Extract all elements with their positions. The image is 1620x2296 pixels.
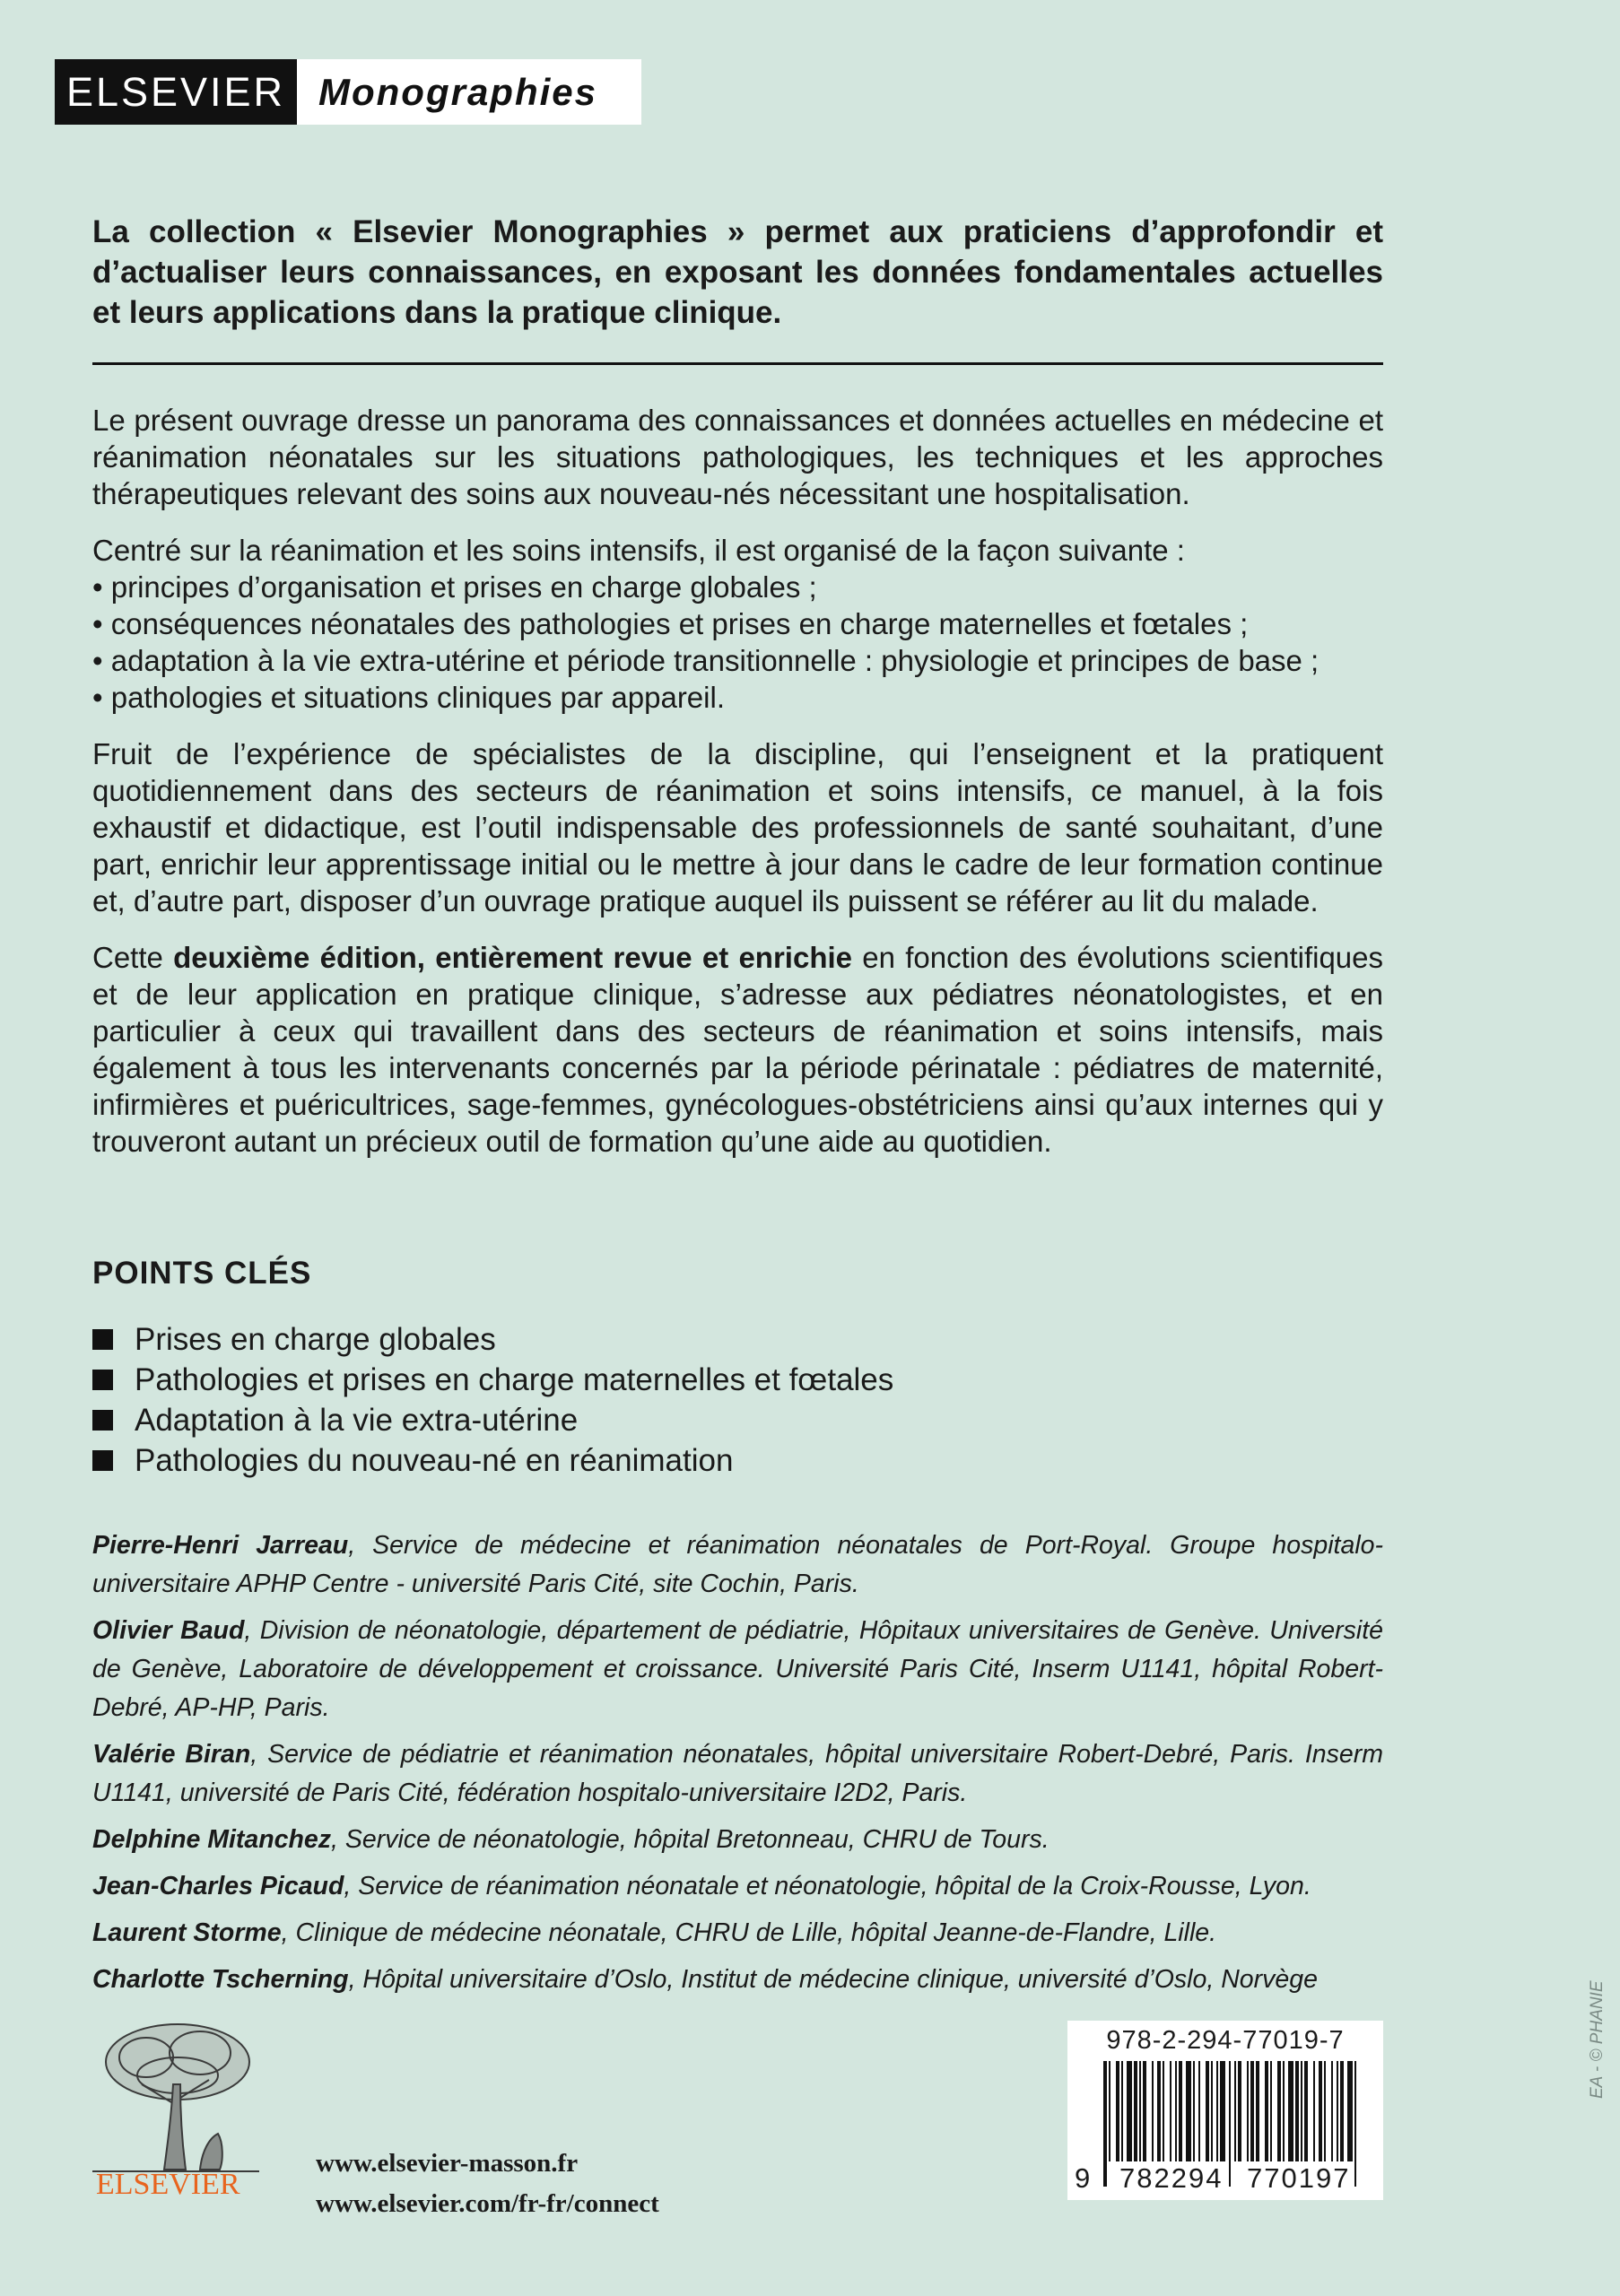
edition-post: en fonction des évolutions scientifiques et de leur application en pratique clinique, s’adresse aux pédiatres néonatologistes, et en particulier à ceux qui travaillent dans des secteurs de réanimation et soins intensifs, mais également à tous les intervenants concernés par la période périnatale : pédiatres de maternité, infirmières et puéricultrices, sage-femmes, gynécologues-obstétriciens ainsi qu’aux internes qui y trouveront autant un précieux outil de formation qu’une aide au quotidien. [92,941,1383,1158]
link-elsevier-connect[interactable]: www.elsevier.com/fr-fr/connect [316,2189,659,2218]
barcode-bar [1193,2061,1195,2161]
square-bullet-icon [92,1450,113,1471]
barcode-bar [1283,2061,1285,2161]
divider [92,362,1383,365]
author-entry [92,1821,1383,1859]
barcode-bar [1109,2061,1110,2161]
barcode-bar [1152,2061,1154,2161]
barcode-bar [1337,2061,1338,2161]
intro-text: La collection « Elsevier Monographies » permet aux praticiens d’approfondir et d’actualiser leurs connaissances, en exposant les données fondamentales actuelles et leurs applications dans la pratique clinique. [92,214,1383,330]
barcode-bar [1116,2061,1119,2161]
publisher-label: ELSEVIER [55,59,297,125]
barcode-bar [1319,2061,1322,2161]
barcode-bar [1163,2061,1164,2161]
barcode-bar [1304,2061,1308,2161]
author-name: Delphine Mitanchez [92,1825,332,1854]
paragraph-edition [92,939,1383,1160]
barcode-bar [1179,2061,1182,2161]
link-elsevier-masson[interactable]: www.elsevier-masson.fr [316,2149,579,2178]
key-point-text: Adaptation à la vie extra-utérine [135,1402,579,1438]
barcode-bar [1157,2061,1161,2161]
author-entry [92,1867,1383,1906]
author-entry [92,1914,1383,1952]
elsevier-wordmark: ELSEVIER [96,2168,240,2201]
barcode-digits-right: 770197 [1247,2162,1351,2194]
square-bullet-icon [92,1410,113,1431]
author-affiliation: , Clinique de médecine néonatale, CHRU de Lille, hôpital Jeanne-de-Flandre, Lille. [281,1918,1217,1947]
author-name: Laurent Storme [92,1918,282,1947]
barcode-bar [1265,2061,1268,2161]
author-name: Olivier Baud [92,1616,245,1645]
structure-list [92,569,1383,716]
photo-credit-text: EA - © PHANIE [1588,1980,1607,2099]
author-entry [92,1526,1383,1604]
barcode-digits-left: 782294 [1119,2162,1224,2194]
list-item: • principes d’organisation et prises en charge globales ; [92,570,817,604]
barcode-bar [1295,2061,1299,2161]
barcode-bar [1127,2061,1132,2161]
barcode-bar [1216,2061,1218,2161]
key-points-list [92,1319,1383,1481]
list-item: • conséquences néonatales des pathologies et prises en charge maternelles et fœtales ; [92,607,1249,640]
author-affiliation: , Hôpital universitaire d’Oslo, Institut de médecine clinique, université d’Oslo, Norvège [348,1965,1318,1994]
paragraph-structure-lead: Centré sur la réanimation et les soins intensifs, il est organisé de la façon suivante : [92,534,1185,567]
authors-list [92,1526,1383,2007]
barcode-bar [1121,2061,1123,2161]
barcode-bar [1143,2061,1146,2161]
publisher-links [316,2144,659,2224]
author-affiliation: , Service de pédiatrie et réanimation néonatales, hôpital universitaire Robert-Debré, Paris. Inserm U1141, université de Paris Cité, fédération hospitalo-universitaire I2D2, Paris. [92,1740,1383,1807]
edition-highlight: deuxième édition, entièrement revue et enrichie [173,941,853,974]
author-affiliation: , Service de médecine et réanimation néonatales de Port-Royal. Groupe hospitalo-universitaire APHP Centre - université Paris Cité, site Cochin, Paris. [92,1531,1384,1598]
barcode-bar [1301,2061,1302,2161]
barcode-bar [1313,2061,1315,2161]
barcode-bar [1277,2061,1281,2161]
barcode-bar [1247,2061,1249,2161]
author-affiliation: , Service de réanimation néonatale et néonatologie, hôpital de la Croix-Rousse, Lyon. [344,1872,1311,1900]
square-bullet-icon [92,1329,113,1350]
barcode-bar [1134,2061,1137,2161]
list-item: • pathologies et situations cliniques par appareil. [92,681,725,714]
barcode-bar [1250,2061,1254,2161]
square-bullet-icon [92,1370,113,1390]
barcode-bar [1211,2061,1213,2161]
barcode-bar [1354,2061,1356,2187]
barcode-bar [1324,2061,1326,2161]
author-entry [92,1961,1383,1999]
elsevier-tree-logo-icon [92,2017,259,2187]
description [92,402,1383,1179]
barcode-bar [1170,2061,1171,2161]
list-item [92,1360,1383,1400]
paragraph-overview: Le présent ouvrage dresse un panorama des connaissances et données actuelles en médecine et réanimation néonatales sur les situations pathologiques, les techniques et les approches thérapeutiques relevant des soins aux nouveau-nés nécessitant une hospitalisation. [92,404,1383,510]
barcode [1067,2021,1383,2200]
list-item [92,1400,1383,1440]
barcode-bar [1340,2061,1344,2161]
barcode-bar [1175,2061,1177,2161]
author-affiliation: , Division de néonatologie, département de pédiatrie, Hôpitaux universitaires de Genève. Université de Genève, Laboratoire de développement et croissance. Université Paris Cité, Inserm U1141, hôpital Robert-Debré, AP-HP, Paris. [92,1616,1383,1722]
series-brand [55,59,641,125]
author-name: Charlotte Tscherning [92,1965,349,1994]
key-points-title: POINTS CLÉS [92,1256,312,1291]
author-affiliation: , Service de néonatologie, hôpital Bretonneau, CHRU de Tours. [331,1825,1050,1854]
barcode-digit-lead: 9 [1075,2162,1091,2194]
barcode-bar [1139,2061,1141,2161]
barcode-bar [1288,2061,1293,2161]
collection-label: Monographies [297,59,641,125]
paragraph-experience: Fruit de l’expérience de spécialistes de la discipline, qui l’enseignent et la pratiquent quotidiennement dans des secteurs de réanimation et soins intensifs, ce manuel, à la fois exhaustif et didactique, est l’outil indispensable des professionnels de santé souhaitant, d’une part, enrichir leur apprentissage initial ou le mettre à jour dans le cadre de leur formation continue et, d’autre part, disposer d’un ouvrage pratique auquel ils puissent se référer au lit du malade. [92,737,1383,918]
barcode-bar [1238,2061,1241,2161]
author-entry [92,1735,1383,1813]
barcode-bar [1186,2061,1191,2161]
barcode-bar [1234,2061,1236,2161]
barcode-bar [1206,2061,1209,2161]
author-entry [92,1612,1383,1727]
barcode-bar [1220,2061,1225,2161]
barcode-bar [1103,2061,1107,2187]
barcode-bar [1256,2061,1259,2161]
barcode-bar [1198,2061,1200,2161]
key-point-text: Pathologies et prises en charge maternelles et fœtales [135,1361,894,1397]
key-point-text: Pathologies du nouveau-né en réanimation [135,1442,734,1478]
author-name: Pierre-Henri Jarreau [92,1531,349,1560]
edition-pre: Cette [92,941,174,974]
list-item [92,1319,1383,1360]
list-item: • adaptation à la vie extra-utérine et période transitionnelle : physiologie et principes de base ; [92,644,1320,677]
list-item [92,1440,1383,1481]
key-point-text: Prises en charge globales [135,1321,496,1357]
barcode-bar [1331,2061,1333,2161]
barcode-bar [1270,2061,1272,2161]
author-name: Valérie Biran [92,1740,251,1769]
isbn-label: 978-2-294-77019-7 [1106,2026,1345,2055]
barcode-bar [1229,2061,1231,2187]
barcode-bar [1347,2061,1353,2161]
author-name: Jean-Charles Picaud [92,1872,344,1900]
